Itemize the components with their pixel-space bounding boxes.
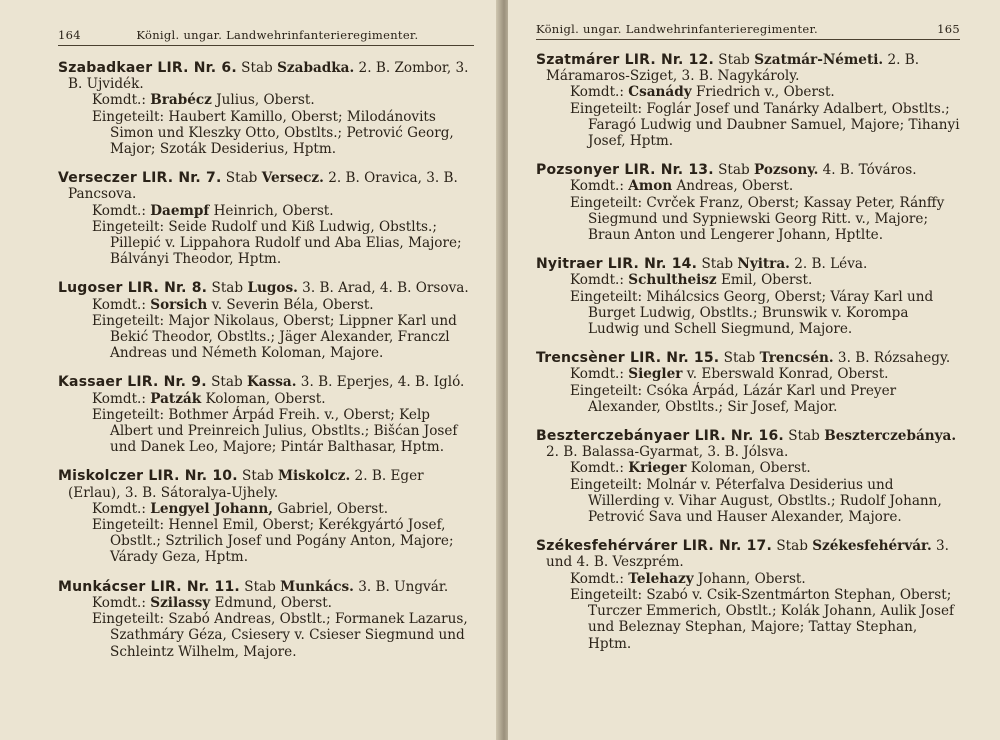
- stab-town: Beszterczebánya.: [824, 428, 957, 445]
- assigned-label: Eingeteilt:: [570, 476, 643, 493]
- regiment-heading: [58, 468, 474, 500]
- commander-name: Szilassy: [150, 594, 211, 611]
- assigned-officers: [58, 109, 474, 158]
- regiment-heading: [536, 256, 960, 272]
- commander-details: Gabriel, Oberst.: [277, 500, 389, 517]
- commander-line: [58, 92, 474, 108]
- assigned-label: Eingeteilt:: [570, 586, 643, 603]
- assigned-names: Csóka Árpád, Lázár Karl und Preyer Alexander, Obstlts.; Sir Josef, Major.: [588, 382, 897, 415]
- assigned-names: Bothmer Árpád Freih. v., Oberst; Kelp Albert und Preinreich Julius, Obstlts.; Bišćan Josef und Danek Leo, Majore; Pintár Balthasar, Hptm.: [110, 406, 458, 456]
- commander-line: [536, 366, 960, 382]
- regiment-entry: [58, 280, 474, 361]
- stab-label: Stab: [225, 170, 258, 187]
- assigned-label: Eingeteilt:: [92, 611, 165, 628]
- regiment-entry: [58, 170, 474, 267]
- commander-name: Lengyel Johann,: [150, 500, 273, 517]
- commander-details: Heinrich, Oberst.: [213, 202, 334, 219]
- commander-label: Komdt.:: [570, 460, 624, 477]
- commander-label: Komdt.:: [570, 178, 624, 195]
- page-header: [58, 28, 474, 46]
- stab-label: Stab: [776, 538, 808, 555]
- regiment-entry: [536, 428, 960, 525]
- commander-details: Edmund, Oberst.: [214, 594, 333, 611]
- battalion-locations: 2. B. Balassa-Gyarmat, 3. B. Jólsva.: [546, 444, 789, 461]
- stab-town: Szabadka.: [277, 60, 355, 76]
- regiment-heading: [58, 280, 474, 296]
- commander-name: Krieger: [628, 460, 687, 477]
- assigned-officers: [58, 611, 474, 660]
- regiment-name: Székesfehérvárer LIR. Nr. 17.: [536, 538, 772, 555]
- regiment-entry: [58, 579, 474, 660]
- stab-town: Versecz.: [261, 170, 324, 187]
- commander-label: Komdt.:: [92, 390, 146, 407]
- regiment-name: Szatmárer LIR. Nr. 12.: [536, 52, 714, 68]
- assigned-label: Eingeteilt:: [570, 382, 643, 399]
- battalion-locations: 2. B. Oravica, 3. B. Pancsova.: [68, 170, 458, 203]
- running-title: Königl. ungar. Landwehrinfanterieregimenter.: [136, 28, 419, 42]
- regiment-heading: [536, 52, 960, 84]
- regiment-name: Kassaer LIR. Nr. 9.: [58, 374, 207, 391]
- stab-label: Stab: [244, 578, 276, 595]
- commander-line: [58, 501, 474, 517]
- regiment-entry: [58, 468, 474, 565]
- commander-label: Komdt.:: [92, 202, 146, 219]
- battalion-locations: 2. B. Léva.: [794, 256, 868, 273]
- assigned-names: Molnár v. Péterfalva Desiderius und Willerding v. Vihar August, Obstlts.; Rudolf Johann, Petrović Sava und Hauser Alexander, Majore.: [588, 476, 942, 526]
- regiment-name: Lugoser LIR. Nr. 8.: [58, 280, 208, 297]
- commander-name: Sorsich: [150, 296, 208, 313]
- regiment-heading: [58, 60, 474, 92]
- regiment-name: Szabadkaer LIR. Nr. 6.: [58, 60, 237, 76]
- regiment-entry: [536, 256, 960, 337]
- regiment-name: Verseczer LIR. Nr. 7.: [58, 170, 222, 187]
- commander-details: Emil, Oberst.: [720, 272, 813, 289]
- commander-line: [536, 460, 960, 476]
- regiment-heading: [58, 170, 474, 202]
- assigned-officers: [536, 383, 960, 415]
- stab-town: Szatmár-Németi.: [754, 52, 884, 68]
- assigned-names: Seide Rudolf und Kiß Ludwig, Obstlts.; Pillepić v. Lippahora Rudolf und Aba Elias, Majore; Bálványi Theodor, Hptm.: [110, 218, 462, 268]
- assigned-label: Eingeteilt:: [92, 312, 165, 329]
- commander-label: Komdt.:: [92, 296, 146, 313]
- assigned-officers: [536, 289, 960, 338]
- commander-name: Telehazy: [628, 570, 694, 587]
- regiment-heading: [536, 428, 960, 460]
- commander-name: Csanády: [628, 84, 692, 101]
- regiment-entry: [58, 374, 474, 455]
- regiment-name: Nyitraer LIR. Nr. 14.: [536, 256, 698, 273]
- commander-label: Komdt.:: [570, 272, 624, 289]
- commander-name: Daempf: [150, 202, 210, 219]
- commander-name: Patzák: [150, 390, 202, 407]
- commander-line: [58, 203, 474, 219]
- commander-line: [536, 84, 960, 100]
- stab-town: Kassa.: [246, 374, 297, 391]
- stab-town: Pozsony.: [753, 162, 819, 179]
- commander-name: Amon: [628, 178, 673, 195]
- battalion-locations: 3. B. Ungvár.: [358, 578, 449, 595]
- battalion-locations: 3. B. Arad, 4. B. Orsova.: [302, 280, 469, 297]
- assigned-label: Eingeteilt:: [570, 100, 643, 117]
- regiment-name: Pozsonyer LIR. Nr. 13.: [536, 162, 714, 179]
- regiment-heading: [536, 162, 960, 178]
- assigned-names: Foglár Josef und Tanárky Adalbert, Obstlts.; Faragó Ludwig und Daubner Samuel, Majore; Tihanyi Josef, Hptm.: [588, 100, 960, 150]
- commander-name: Siegler: [628, 366, 683, 383]
- battalion-locations: 3. B. Rózsahegy.: [837, 350, 951, 367]
- regiment-heading: [58, 579, 474, 595]
- assigned-officers: [58, 313, 474, 362]
- commander-label: Komdt.:: [92, 92, 146, 109]
- assigned-label: Eingeteilt:: [570, 288, 643, 305]
- commander-line: [58, 391, 474, 407]
- assigned-label: Eingeteilt:: [92, 517, 165, 534]
- page-number: 164: [58, 28, 81, 42]
- commander-details: Julius, Oberst.: [216, 92, 315, 109]
- stab-town: Miskolcz.: [277, 468, 351, 485]
- commander-label: Komdt.:: [570, 570, 624, 587]
- battalion-locations: 3. B. Eperjes, 4. B. Igló.: [300, 374, 465, 391]
- regiment-entry: [536, 538, 960, 651]
- regiment-heading: [536, 350, 960, 366]
- assigned-names: Szabó Andreas, Obstlt.; Formanek Lazarus, Szathmáry Géza, Csiesery v. Csieser Siegmund und Schleintz Wilhelm, Majore.: [110, 611, 468, 660]
- right-page: [508, 0, 1000, 740]
- commander-details: v. Eberswald Konrad, Oberst.: [686, 366, 889, 383]
- commander-label: Komdt.:: [570, 366, 624, 383]
- commander-details: Koloman, Oberst.: [690, 460, 811, 477]
- assigned-names: Szabó v. Csik-Szentmárton Stephan, Oberst; Turczer Emmerich, Obstlt.; Kolák Johann, Aulik Josef und Beleznay Stephan, Majore; Tattay Stephan, Hptm.: [588, 586, 955, 652]
- regiment-entry: [536, 52, 960, 149]
- commander-details: Friedrich v., Oberst.: [695, 84, 835, 101]
- regiment-entry: [58, 60, 474, 157]
- regiment-name: Munkácser LIR. Nr. 11.: [58, 578, 240, 595]
- stab-label: Stab: [723, 350, 756, 367]
- stab-town: Lugos.: [247, 280, 298, 297]
- assigned-officers: [58, 517, 474, 566]
- stab-town: Székesfehérvár.: [812, 538, 932, 555]
- regiment-heading: [58, 374, 474, 390]
- commander-details: Koloman, Oberst.: [205, 390, 326, 407]
- battalion-locations: 4. B. Tóváros.: [822, 162, 917, 179]
- commander-line: [536, 272, 960, 288]
- battalion-locations: 2. B. Eger (Erlau), 3. B. Sátoralya-Ujhely.: [68, 468, 424, 501]
- stab-label: Stab: [788, 428, 820, 445]
- stab-label: Stab: [242, 468, 274, 485]
- commander-line: [536, 571, 960, 587]
- regiment-name: Beszterczebányaer LIR. Nr. 16.: [536, 428, 784, 445]
- assigned-label: Eingeteilt:: [92, 406, 165, 423]
- commander-details: Andreas, Oberst.: [676, 178, 794, 195]
- stab-label: Stab: [241, 60, 273, 76]
- stab-label: Stab: [211, 374, 243, 391]
- commander-details: v. Severin Béla, Oberst.: [211, 296, 374, 313]
- stab-label: Stab: [718, 162, 750, 179]
- commander-line: [58, 595, 474, 611]
- stab-label: Stab: [718, 52, 750, 68]
- assigned-label: Eingeteilt:: [92, 108, 165, 125]
- commander-line: [58, 297, 474, 313]
- commander-details: Johann, Oberst.: [697, 570, 806, 587]
- assigned-officers: [58, 407, 474, 456]
- commander-name: Schultheisz: [628, 272, 717, 289]
- assigned-label: Eingeteilt:: [570, 194, 643, 211]
- commander-label: Komdt.:: [570, 84, 624, 101]
- assigned-officers: [536, 587, 960, 652]
- commander-label: Komdt.:: [92, 500, 146, 517]
- assigned-officers: [536, 101, 960, 150]
- assigned-officers: [536, 195, 960, 244]
- assigned-officers: [58, 219, 474, 268]
- assigned-names: Major Nikolaus, Oberst; Lippner Karl und Bekić Theodor, Obstlts.; Jäger Alexander, Franczl Andreas und Németh Koloman, Majore.: [110, 312, 457, 362]
- stab-town: Nyitra.: [737, 256, 790, 273]
- battalion-locations: 2. B. Zombor, 3. B. Ujvidék.: [68, 60, 469, 93]
- assigned-label: Eingeteilt:: [92, 218, 165, 235]
- regiment-list: [58, 60, 474, 660]
- running-title: Königl. ungar. Landwehrinfanterieregimenter.: [536, 22, 819, 36]
- commander-line: [536, 178, 960, 194]
- assigned-officers: [536, 477, 960, 526]
- stab-label: Stab: [211, 280, 244, 297]
- regiment-entry: [536, 162, 960, 243]
- regiment-heading: [536, 538, 960, 570]
- commander-name: Brabécz: [150, 92, 212, 109]
- commander-label: Komdt.:: [92, 594, 146, 611]
- stab-label: Stab: [701, 256, 734, 273]
- regiment-entry: [536, 350, 960, 415]
- battalion-locations: 3. und 4. B. Veszprém.: [546, 538, 949, 571]
- page-number: 165: [937, 22, 960, 36]
- regiment-list: [536, 52, 960, 652]
- page-header: [536, 22, 960, 40]
- stab-town: Munkács.: [280, 578, 354, 595]
- stab-town: Trencsén.: [759, 350, 834, 367]
- regiment-name: Miskolczer LIR. Nr. 10.: [58, 468, 238, 485]
- battalion-locations: 2. B. Máramaros-Sziget, 3. B. Nagykároly.: [546, 52, 920, 85]
- assigned-names: Hennel Emil, Oberst; Kerékgyártó Josef, Obstlt.; Sztrilich Josef und Pogány Anton, Majore; Várady Geza, Hptm.: [110, 517, 454, 566]
- assigned-names: Mihálcsics Georg, Oberst; Váray Karl und Burget Ludwig, Obstlts.; Brunswik v. Korompa Ludwig und Schell Siegmund, Majore.: [588, 288, 934, 338]
- assigned-names: Haubert Kamillo, Oberst; Milodánovits Simon und Kleszky Otto, Obstlts.; Petrović Georg, Major; Szoták Desiderius, Hptm.: [110, 108, 454, 158]
- regiment-name: Trencsèner LIR. Nr. 15.: [536, 350, 720, 367]
- assigned-names: Cvrček Franz, Oberst; Kassay Peter, Ránffy Siegmund und Sypniewski Georg Ritt. v., Majore; Braun Anton und Lengerer Johann, Hptlte.: [588, 194, 945, 244]
